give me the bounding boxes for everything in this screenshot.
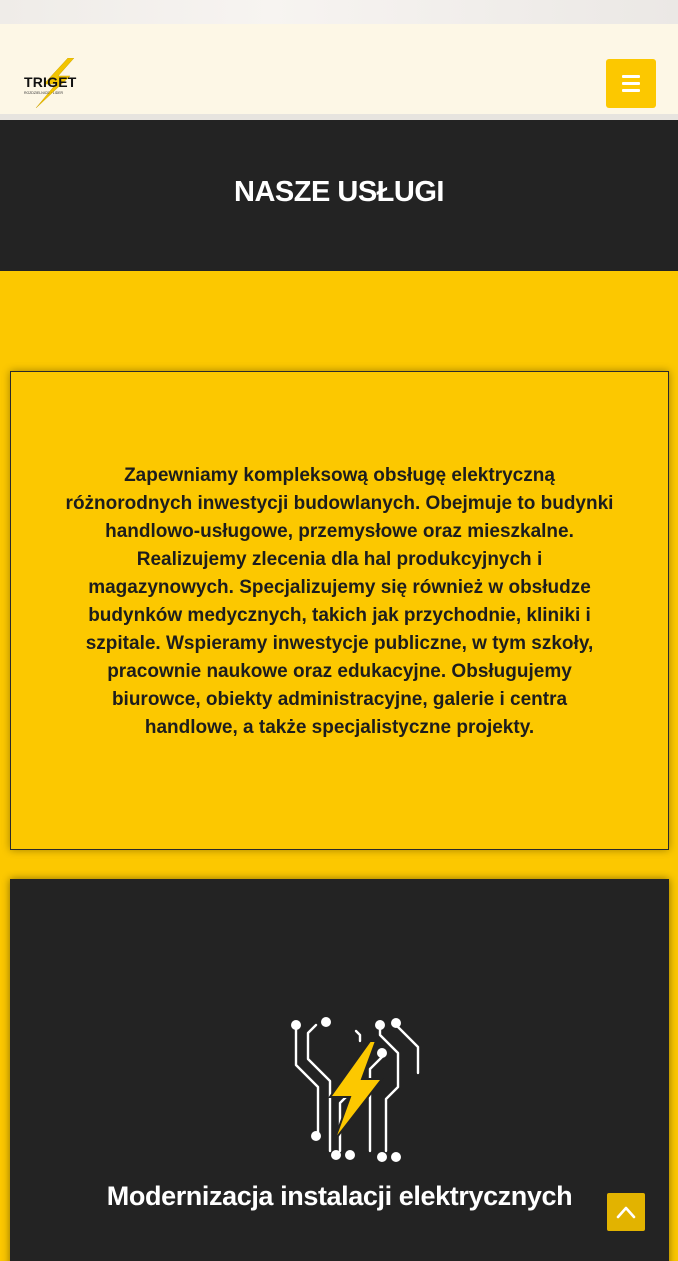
hamburger-icon-bar [622,75,640,78]
site-logo[interactable] [22,58,80,108]
page-title: NASZE USŁUGI [234,176,444,208]
service-card [10,879,669,1261]
browser-top-strip [0,0,678,24]
chevron-up-icon [616,1205,636,1219]
logo-subtext: ROZDZIELNICE · LIDER [24,91,64,95]
logo-text: TRIGET [24,74,77,90]
hamburger-icon-bar [622,89,640,92]
site-header [0,24,678,114]
circuit-lightning-icon [270,1015,420,1165]
scroll-to-top-button[interactable] [607,1193,645,1231]
menu-toggle-button[interactable] [606,59,656,108]
title-band [0,120,678,271]
intro-card [10,371,669,850]
service-title: Modernizacja instalacji elektrycznych [106,1181,573,1211]
intro-text: Zapewniamy kompleksową obsługę elektryczną różnorodnych inwestycji budowlanych. Obejmuje to budynki handlowo-usługowe, przemysłowe oraz mieszkalne. Realizujemy zlecenia dla hal produkcyjnych i magazynowych. Specjalizujemy się również w obsłudze budynków medycznych, takich jak przychodnie, kliniki i szpitale. Wspieramy inwestycje publiczne, w tym szkoły, pracownie naukowe oraz edukacyjne. Obsługujemy biurowce, obiekty administracyjne, galerie i centra handlowe, a także specjalistyczne projekty. [65,464,614,738]
hamburger-icon-bar [622,82,640,85]
